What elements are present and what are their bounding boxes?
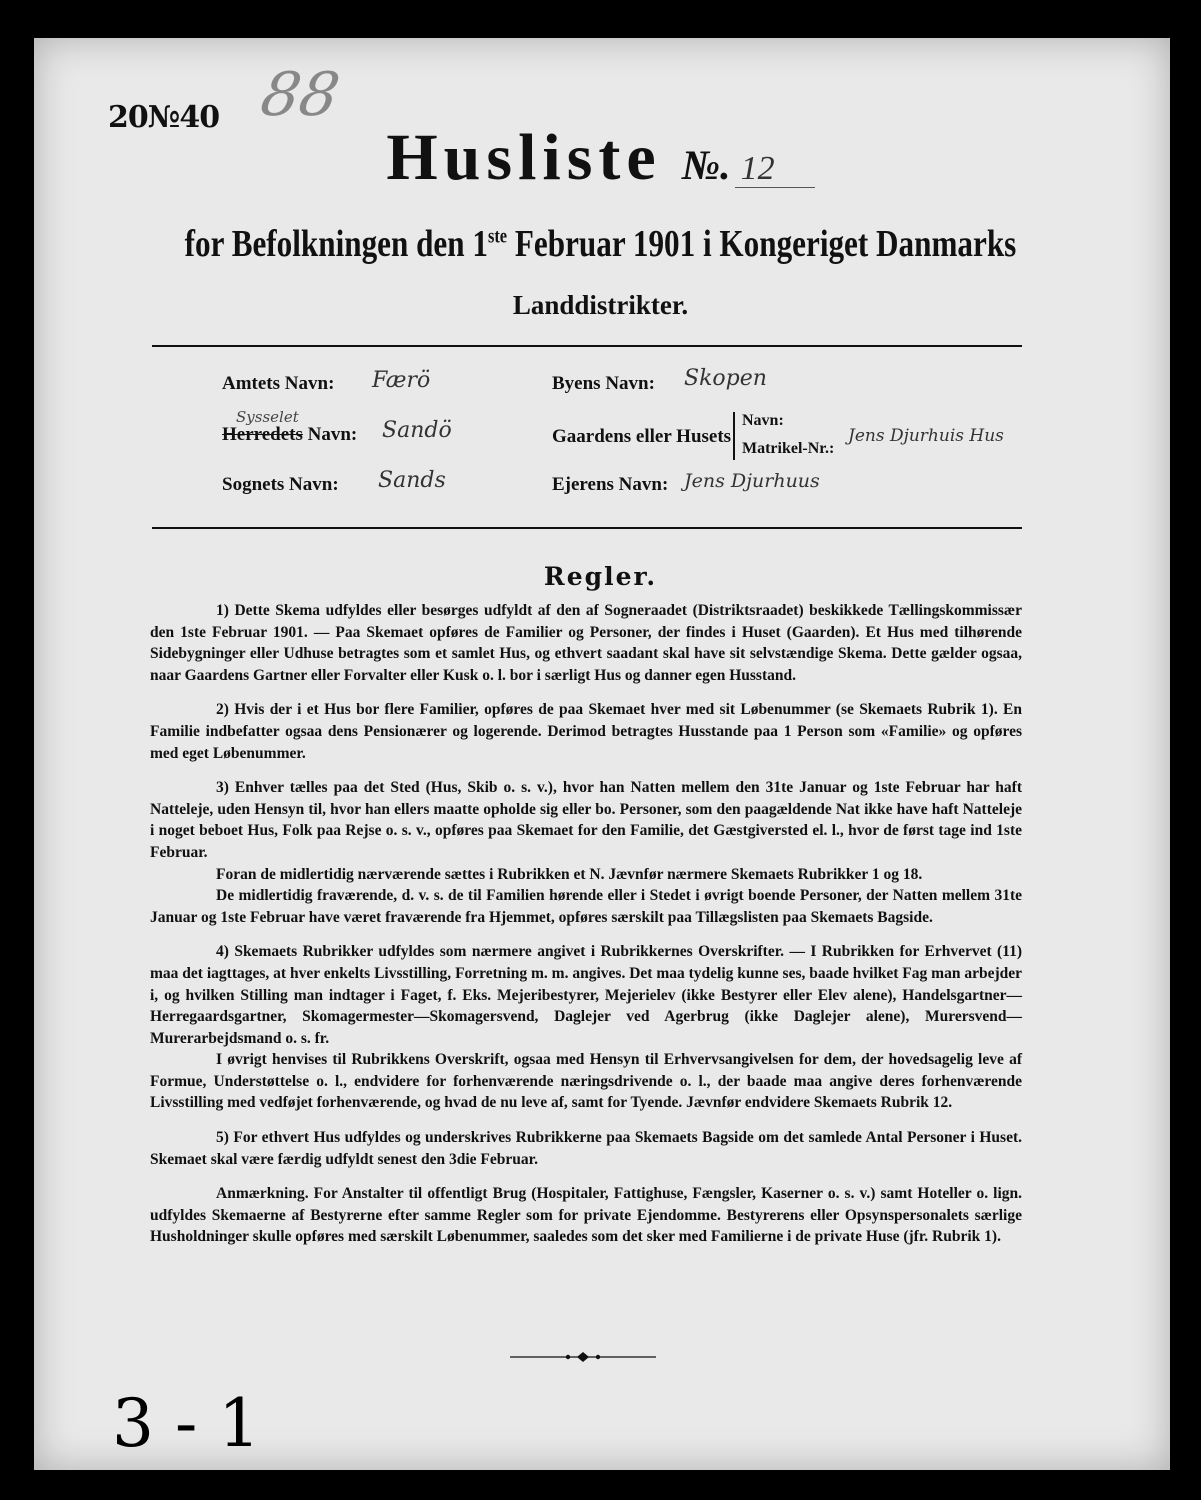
bottom-divider bbox=[152, 527, 1022, 529]
rule-2: 2) Hvis der i et Hus bor flere Familier, opføres de paa Skemaet hver med sit Løbenummer (se Skemaets Rubrik 1). En Familie indbefatter ogsaa dens Pensionærer og logerende. Derimod betragtes Husstande paa 1 Person som «Familie» og opføres med eget Løbenummer. bbox=[150, 701, 1022, 762]
form-subtitle bbox=[108, 222, 1093, 266]
pencil-number: 88 bbox=[255, 60, 345, 130]
bottom-handwritten-mark: 3 - 1 bbox=[112, 1385, 261, 1462]
herred-label-insert: Sysselet bbox=[236, 408, 299, 426]
herred-value: Sandö bbox=[382, 418, 452, 443]
by-label: Byens Navn: bbox=[552, 373, 655, 394]
rule-3b: Foran de midlertidig nærværende sættes i Rubrikken et N. Jævnfør nærmere Skemaets Rubrikker 1 og 18. bbox=[216, 865, 923, 883]
gaard-matr-label: Matrikel-Nr.: bbox=[742, 440, 835, 457]
herred-label-struck: Herredets bbox=[222, 424, 303, 445]
rule-4a: 4) Skemaets Rubrikker udfyldes som nærmere angivet i Rubrikkernes Overskrifter. — I Rubrikken for Erhvervet (11) maa det iagttages, at hver enkelts Livsstilling, Forretning m. m. angives. Det maa tydelig kunne ses, baade hvilket Fag man arbejder i, og hvilken Stilling man indtager i Faget, f. Eks. Mejeribestyrer, Mejerielev (ikke Bestyrer eller Elev alene), Handelsgartner—Herregaardsgartner, Skomagermester—Skomagersvend, Daglejer ved Agerbrug (ikke Daglejer alene), Murersvend—Murerarbejdsmand o. s. fr. bbox=[150, 943, 1022, 1047]
title-nr-value: 12 bbox=[735, 150, 815, 188]
rules-body bbox=[150, 600, 1022, 1248]
form-subtitle-district: Landdistrikter. bbox=[512, 290, 689, 320]
sogn-label: Sognets Navn: bbox=[222, 474, 339, 495]
amt-label: Amtets Navn: bbox=[222, 373, 335, 394]
rule-3c: De midlertidig fraværende, d. v. s. de til Familien hørende eller i Stedet i øvrigt boende Personer, der Natten mellem 31te Januar og 1ste Februar have været fraværende fra Hjemmet, opføres særskilt paa Tillægslisten paa Skemaets Bagside. bbox=[150, 887, 1022, 926]
note-label: Anmærkning. bbox=[216, 1185, 309, 1203]
amt-value: Færö bbox=[372, 368, 431, 393]
form-title bbox=[0, 120, 1201, 196]
rule-note bbox=[150, 1183, 1022, 1248]
ornament-divider bbox=[510, 1352, 656, 1362]
rule-5: 5) For ethvert Hus udfyldes og underskrives Rubrikkerne paa Skemaets Bagside om det samlede Antal Personer i Huset. Skemaet skal være færdig udfyldt senest den 3die Februar. bbox=[150, 1129, 1022, 1168]
gaard-value: Jens Djurhuis Hus bbox=[848, 426, 1004, 446]
ejer-value: Jens Djurhuus bbox=[684, 470, 820, 492]
sogn-value: Sands bbox=[378, 468, 446, 493]
rule-3a: 3) Enhver tælles paa det Sted (Hus, Skib o. s. v.), hvor han Natten mellem den 31te Januar og 1ste Februar har haft Natteleje, uden Hensyn til, hvor han ellers maatte opholde sig eller bo. Personer, som den paagældende Nat ikke have haft Natteleje i noget beboet Hus, Folk paa Rejse o. s. v., opføres paa Skemaet for den Familie, det Gæstgiversted el. l., hvor de først tage ind 1ste Februar. bbox=[150, 779, 1022, 861]
subtitle-sup: ste bbox=[487, 225, 508, 248]
rule-4b: I øvrigt henvises til Rubrikkens Overskrift, ogsaa med Hensyn til Erhvervsangivelsen for dem, der hovedsagelig leve af Formue, Understøttelse o. l., endvidere for forhenværende næringsdrivende o. l., der baade maa angive deres forhenværende Livsstilling med vedføjet forhenværende, og hvad de nu leve af, samt for Tyende. Jævnfør endvidere Skemaets Rubrik 12. bbox=[150, 1051, 1022, 1112]
rules-heading: Regler. bbox=[543, 562, 658, 591]
ejer-label: Ejerens Navn: bbox=[552, 474, 669, 495]
rule-1: 1) Dette Skema udfyldes eller besørges udfyldt af den af Sogneraadet (Distriktsraadet) beskikkede Tællingskommissær den 1ste Februar 1901. — Paa Skemaet opføres de Familier og Personer, der findes i Huset (Gaarden). Et Hus med tilhørende Sidebygninger eller Udhuse betragtes som et samlet Hus, og ethvert saadant skal have sit selvstændige Skema. Dette gælder ogsaa, naar Gaardens Gartner eller Forvalter eller Kusk o. l. bor i særligt Hus og danner egen Husstand. bbox=[150, 602, 1022, 684]
top-divider bbox=[152, 345, 1022, 347]
subtitle-after: Februar 1901 i Kongeriget Danmarks bbox=[507, 223, 1017, 265]
title-nr-label: №. bbox=[681, 143, 731, 189]
note-text: For Anstalter til offentligt Brug (Hospitaler, Fattighuse, Fængsler, Kaserner o. s. v.) samt Hoteller o. lign. udfyldes Skemaerne af Bestyrerne efter samme Regler som for private Ejendomme. Bestyrerens eller Opsynspersonalets særlige Husholdninger skulle opføres med særskilt Løbenummer, saaledes som det sker med Familierne i de private Huse (jfr. Rubrik 1). bbox=[150, 1185, 1022, 1246]
title-word: Husliste bbox=[386, 121, 662, 194]
herred-label bbox=[222, 424, 357, 446]
archive-stamp: 20№40 bbox=[108, 100, 220, 135]
gaard-navn-label: Navn: bbox=[742, 412, 784, 429]
gaard-label: Gaardens eller Husets bbox=[552, 426, 732, 447]
by-value: Skopen bbox=[684, 366, 767, 391]
gaard-brace bbox=[733, 412, 735, 460]
herred-label-rest: Navn: bbox=[302, 424, 358, 445]
subtitle-before: for Befolkningen den 1 bbox=[184, 223, 488, 265]
